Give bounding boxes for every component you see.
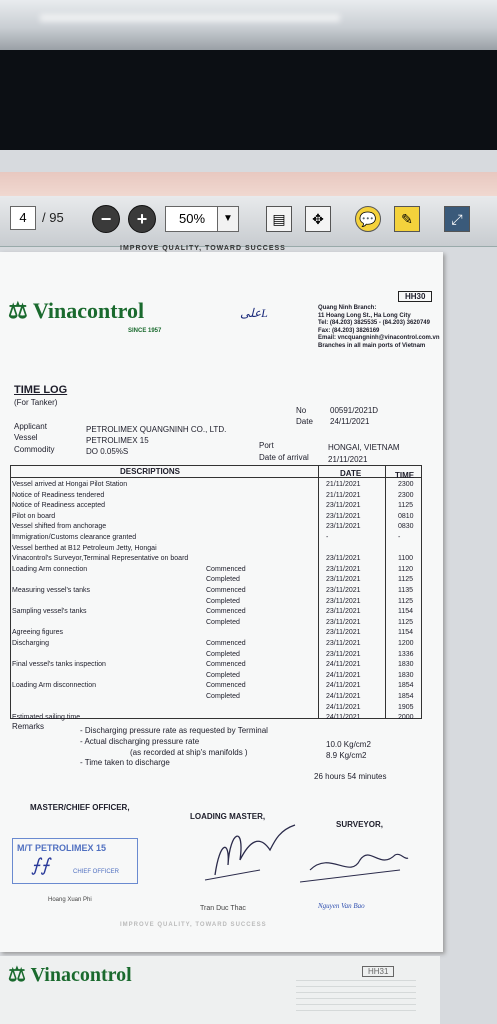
master-label: MASTER/CHIEF OFFICER, [30,803,130,812]
commodity-value: DO 0.05%S [86,447,129,456]
applicant-label: Applicant [14,422,47,431]
row-description: Vessel berthed at B12 Petroleum Jetty, Hongai [12,544,157,552]
row-status: Completed [206,618,240,626]
row-date: 23/11/2021 [326,587,361,594]
row-time: 1154 [398,629,414,637]
row-date: 24/11/2021 [326,671,361,679]
loading-master-label: LOADING MASTER, [190,812,266,821]
row-description: Loading Arm connection [12,565,88,573]
vessel-stamp [12,838,138,884]
port-value: HONGAI, VIETNAM [328,443,400,452]
row-time: - [398,534,401,541]
zoom-out-button[interactable]: − [92,205,120,233]
zoom-dropdown-button[interactable]: ▼ [217,206,239,232]
branch-line: Fax: (84.203) 3826169 [318,327,380,334]
row-time: 2300 [398,491,414,499]
row-date: 24/11/2021 [326,682,361,690]
row-description: Measuring vessel's tanks [12,587,90,594]
remark-line: - Actual discharging pressure rate [80,737,200,746]
col-header-time: TIME [395,471,415,480]
page-total-label: / 95 [42,210,64,225]
row-time: 1905 [398,703,414,711]
row-date: 23/11/2021 [326,629,361,637]
logo-text: Vinacontrol [32,298,145,323]
row-date: 23/11/2021 [326,597,361,605]
pdf-toolbar [0,196,497,247]
vessel-value: PETROLIMEX 15 [86,436,149,445]
row-status: Commenced [206,661,246,669]
branch-line: Branches in all main ports of Vietnam [318,342,426,349]
zoom-level-field[interactable]: 50% [165,206,219,232]
row-status: Commenced [206,608,246,616]
doc-title: TIME LOG [14,384,68,396]
commodity-label: Commodity [14,445,55,454]
fit-width-icon[interactable]: ✥ [305,206,331,232]
table-border-top [10,465,422,466]
next-page-branch-info-blur [296,980,416,1016]
row-time: 1100 [398,555,414,563]
row-date: 23/11/2021 [326,608,361,616]
ambient-glare [0,0,497,50]
branch-info [318,305,440,350]
no-label: No [296,406,307,415]
next-page-form-code: HH31 [362,966,394,977]
row-description: Estimated sailing time [12,714,81,722]
scales-icon: ⚖ [8,964,26,986]
row-status: Completed [206,671,240,679]
row-description: Vessel arrived at Hongai Pilot Station [12,481,128,488]
zoom-in-button[interactable]: + [128,205,156,233]
row-time: 1125 [398,502,414,510]
date-value: 24/11/2021 [330,417,370,426]
row-description: Notice of Readiness accepted [12,502,105,510]
row-time: 1830 [398,671,414,679]
next-page-logo [8,962,132,987]
row-status: Commenced [206,565,246,573]
row-date: 23/11/2021 [326,618,361,626]
row-date: 23/11/2021 [326,565,361,573]
branch-line: Quang Ninh Branch: [318,305,377,311]
table-col-divider [318,465,319,719]
remark-value: 26 hours 54 minutes [314,772,387,781]
col-header-descriptions: DESCRIPTIONS [120,467,181,476]
port-label: Port [259,441,274,450]
window-chrome-band [0,172,497,196]
company-logo [8,298,144,324]
row-description: Discharging [12,640,49,647]
fullscreen-icon[interactable]: ⤢ [444,206,470,232]
arrival-label: Date of arrival [259,453,309,462]
logo-text: Vinacontrol [30,964,132,986]
row-description: Immigration/Customs clearance granted [12,534,137,541]
row-description: Agreeing figures [12,629,63,637]
row-description: Final vessel's tanks inspection [12,661,106,669]
row-time: 2300 [398,481,414,488]
master-signature: ⨍⨍ [31,855,50,875]
row-time: 1125 [398,618,414,626]
row-date: 21/11/2021 [326,481,361,488]
row-status: Commenced [206,587,246,594]
row-time: 1125 [398,576,414,584]
remark-value: 10.0 Kg/cm2 [326,740,371,749]
row-date: 24/11/2021 [326,714,361,722]
row-time: 2000 [398,714,414,722]
row-date: 24/11/2021 [326,703,361,711]
row-date: - [326,534,329,541]
vessel-label: Vessel [14,433,38,442]
row-status: Commenced [206,640,246,647]
row-time: 1154 [398,608,414,616]
row-date: 23/11/2021 [326,555,361,563]
remarks-label: Remarks [12,722,45,731]
row-date: 23/11/2021 [326,512,361,520]
sign-icon[interactable]: ✎ [394,206,420,232]
stamp-text: M/T PETROLIMEX 15 [17,843,107,853]
doc-subtitle: (For Tanker) [14,398,58,407]
row-status: Commenced [206,682,246,690]
row-status: Completed [206,576,240,584]
row-status: Completed [206,693,240,700]
logo-since: SINCE 1957 [128,328,162,334]
table-border-left [10,465,11,719]
applicant-value: PETROLIMEX QUANGNINH CO., LTD. [86,425,227,434]
no-value: 00591/2021D [330,406,379,415]
row-time: 1125 [398,597,414,605]
row-date: 23/11/2021 [326,502,361,510]
row-time: 1135 [398,587,414,594]
arrival-value: 21/11/2021 [328,455,368,464]
form-code: HH30 [398,291,432,302]
header-slogan: IMPROVE QUALITY, TOWARD SUCCESS [120,245,286,252]
row-status: Completed [206,650,240,658]
row-date: 23/11/2021 [326,523,361,531]
glare-strip [40,14,340,22]
row-time: 1830 [398,661,414,669]
branch-line: Tel: (84.203) 3825535 - (84.203) 3620749 [318,320,430,326]
comment-icon[interactable]: 💬 [355,206,381,232]
row-time: 1200 [398,640,414,647]
row-time: 1120 [398,565,414,573]
scales-icon: ⚖ [8,298,28,323]
surveyor-signature [300,840,410,890]
table-border-right [421,465,422,719]
row-time: 0830 [398,523,414,531]
row-description: Pilot on board [12,512,56,520]
row-description: Vinacontrol's Surveyor,Terminal Representative on board [12,555,189,563]
row-time: 1336 [398,650,414,658]
row-status: Completed [206,597,240,605]
row-date: 24/11/2021 [326,661,361,669]
col-header-date: DATE [340,469,362,478]
row-description: Sampling vessel's tanks [12,608,87,616]
loading-master-signature [200,820,300,890]
row-time: 1854 [398,682,414,690]
page-number-input[interactable]: 4 [10,206,36,230]
branch-line: Email: vncquangninh@vinacontrol.com.vn [318,335,440,341]
remark-line: - Discharging pressure rate as requested by Terminal [80,726,268,735]
row-time: 1854 [398,693,414,700]
footer-slogan: IMPROVE QUALITY, TOWARD SUCCESS [120,922,267,928]
row-description: Vessel shifted from anchorage [12,523,107,531]
row-description: Loading Arm disconnection [12,682,97,690]
date-label: Date [296,417,313,426]
row-date: 21/11/2021 [326,491,361,499]
fit-page-icon[interactable]: ▤ [266,206,292,232]
table-col-divider [385,465,386,719]
remark-line: - Time taken to discharge [80,758,170,767]
surveyor-label: SURVEYOR, [336,820,383,829]
stamp-subtext: CHIEF OFFICER [73,869,119,875]
row-time: 0810 [398,512,414,520]
row-date: 24/11/2021 [326,693,361,700]
monitor-bezel [0,50,497,160]
handwritten-mark: علیL [240,306,268,320]
row-date: 23/11/2021 [326,650,361,658]
branch-line: 11 Hoang Long St., Ha Long City [318,312,411,319]
row-date: 23/11/2021 [326,640,361,647]
surveyor-name: Nguyen Van Bao [318,902,365,910]
row-date: 23/11/2021 [326,576,361,584]
loading-master-name: Tran Duc Thac [200,905,246,912]
master-name: Hoang Xuan Phi [48,897,92,903]
row-description: Notice of Readiness tendered [12,491,105,499]
remark-value: 8.9 Kg/cm2 [326,751,367,760]
remark-line: (as recorded at ship's manifolds ) [130,748,248,757]
